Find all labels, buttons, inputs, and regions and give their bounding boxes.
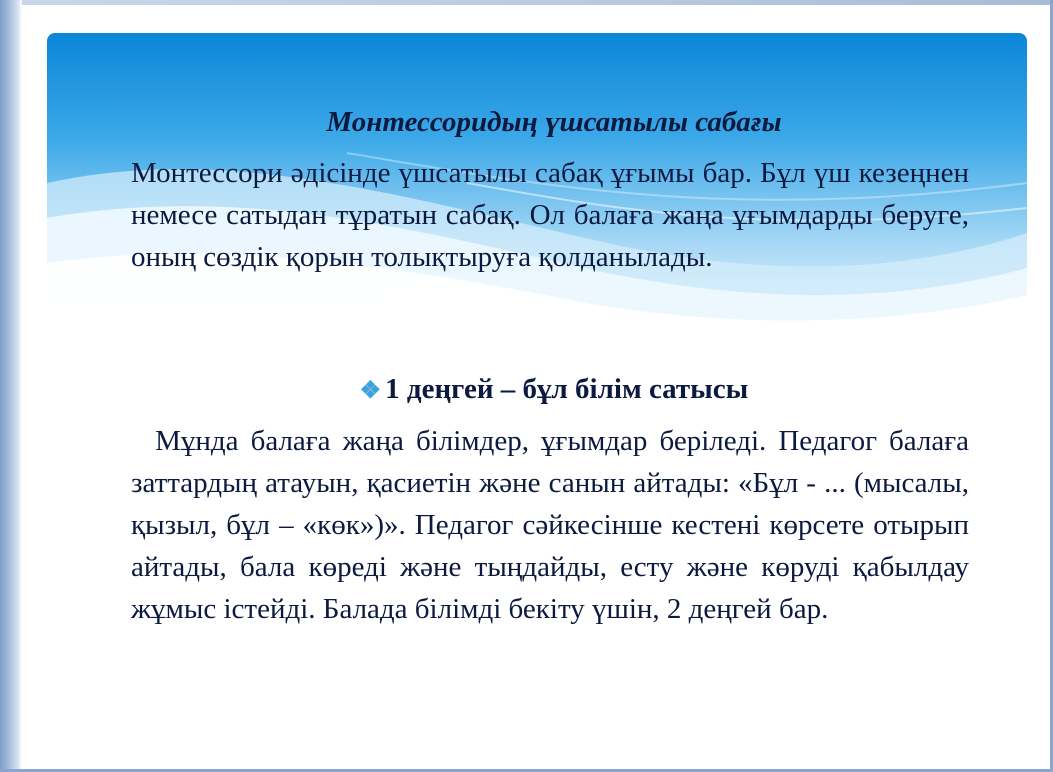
slide-title: Монтессоридың үшсатылы сабағы [326,106,782,138]
frame-left-gradient [0,0,22,772]
level-heading-text: 1 деңгей – бұл білім сатысы [385,373,749,405]
intro-paragraph: Монтессори әдісінде үшсатылы сабақ ұғымы бар. Бұл үш кезеңнен немесе сатыдан тұратын сабақ. Ол балаға жаңа ұғымдарды беруге, оның сөздік қорын толықтыруға қолданылады. [131,157,969,273]
frame-top [0,0,1053,5]
level-heading [140,373,968,406]
level-body-paragraph: Мұнда балаға жаңа білімдер, ұғымдар беріледі. Педагог балаға заттардың атауын, қасиетін және санын айтады: «Бұл - ... (мысалы, қызыл, бұл – «көк»)». Педагог сәйкесінше кестені көрсете отырып айтады, бала көреді және тыңдайды, есту және көруді қабылдау жұмыс істейді. Балада білімді бекіту үшін, 2 деңгей бар. [131,425,969,625]
diamond-bullet-icon: ❖ [359,378,382,404]
